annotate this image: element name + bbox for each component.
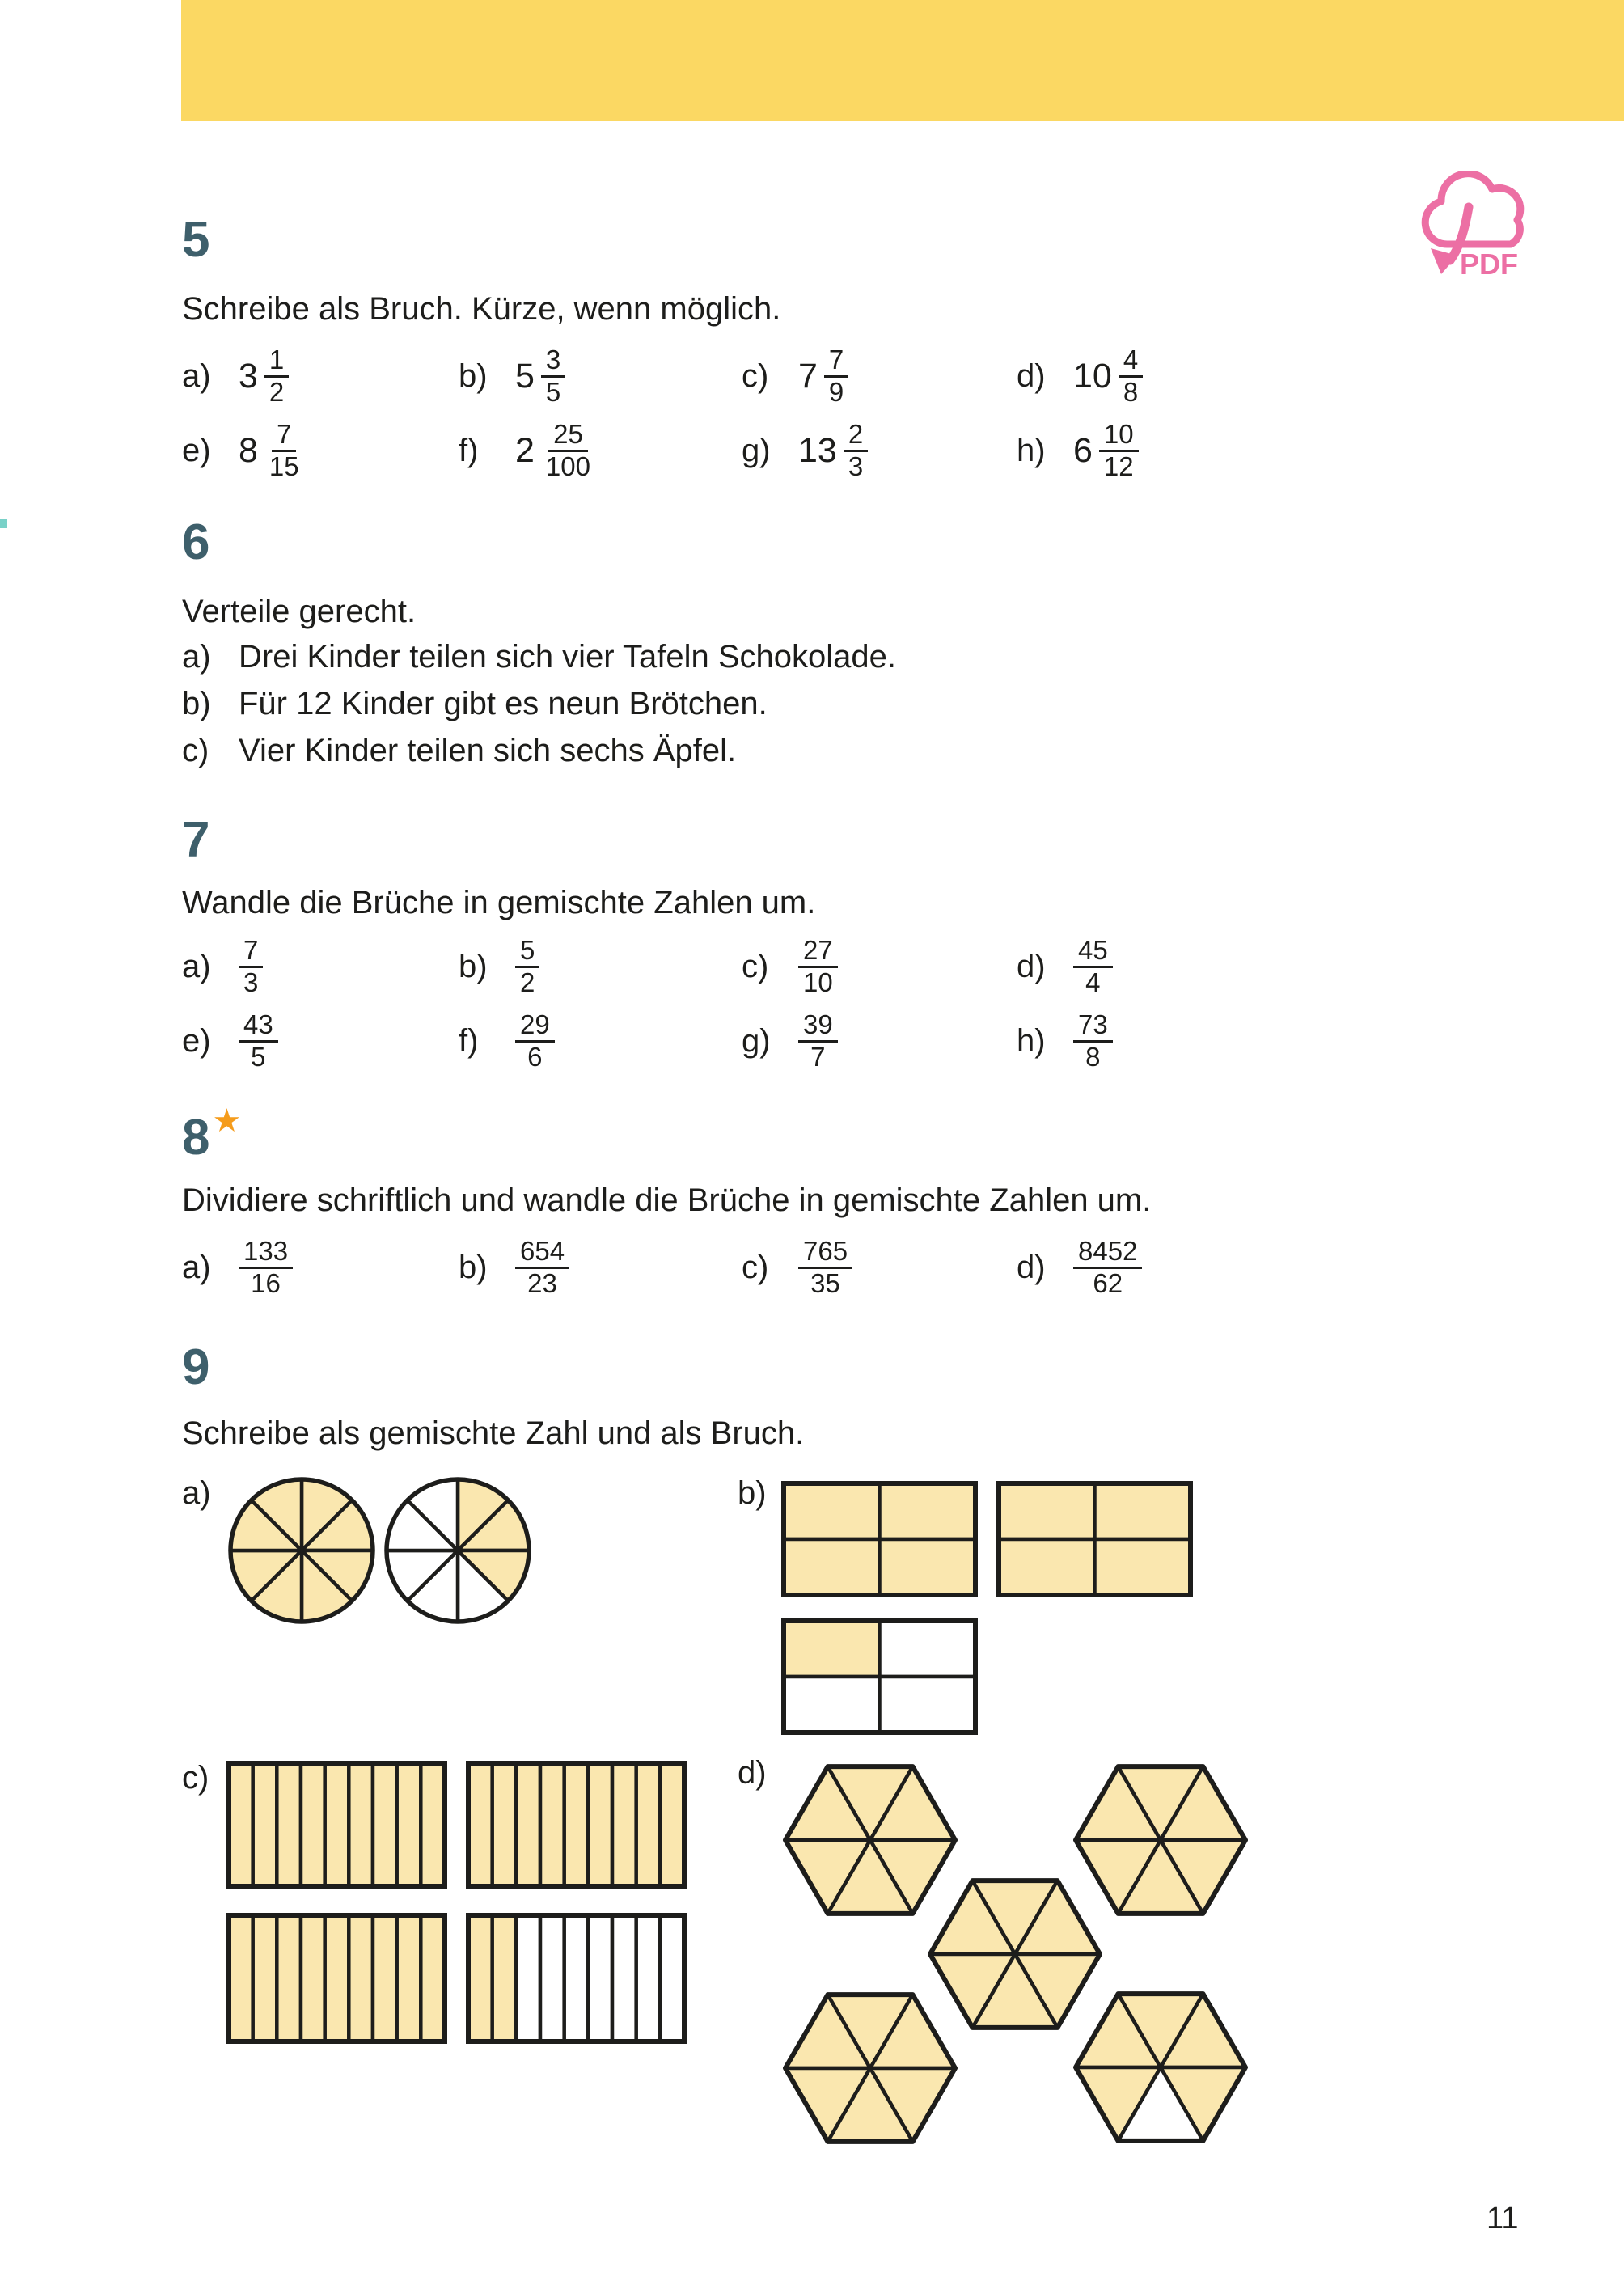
- strip-cell: [660, 1763, 684, 1886]
- fraction-numerator: 43: [239, 1010, 278, 1043]
- mixed-number-whole: 7: [798, 356, 818, 396]
- fraction-denominator: 8: [1085, 1041, 1101, 1072]
- star-icon: ★: [212, 1103, 242, 1139]
- item-label: c): [742, 357, 769, 394]
- exercise-7-instruction: Wandle die Brüche in gemischte Zahlen um.: [182, 885, 816, 920]
- strip-cell: [397, 1763, 421, 1886]
- strip-cell: [493, 1915, 517, 2041]
- fraction-denominator: 35: [810, 1267, 840, 1298]
- fraction-denominator: 8: [1123, 376, 1139, 407]
- strip-cell: [325, 1763, 349, 1886]
- strip-cell: [349, 1763, 373, 1886]
- item-label: a): [182, 1249, 211, 1285]
- fraction-denominator: 9: [828, 376, 844, 407]
- fraction-numerator: 765: [798, 1237, 852, 1269]
- strip-cell: [565, 1763, 589, 1886]
- grid-cell: [999, 1483, 1095, 1539]
- item-text: Drei Kinder teilen sich vier Tafeln Schokolade.: [239, 639, 897, 675]
- strip-cell: [612, 1915, 636, 2041]
- item-label: b): [459, 1249, 488, 1285]
- grid-cell: [1095, 1483, 1191, 1539]
- item-label: c): [182, 733, 209, 768]
- fraction-denominator: 6: [527, 1041, 543, 1072]
- exercise-8-number-text: 8: [182, 1110, 210, 1166]
- strip-cell: [229, 1915, 253, 2041]
- grid-cell: [880, 1539, 976, 1595]
- strip-cell: [660, 1915, 684, 2041]
- item-label: g): [742, 432, 771, 468]
- strip-cell: [301, 1763, 325, 1886]
- fraction-denominator: 5: [545, 376, 561, 407]
- fraction-numerator: 10: [1099, 420, 1139, 452]
- fraction-denominator: 4: [1085, 967, 1101, 997]
- mixed-number-whole: 3: [239, 356, 258, 396]
- strip-cell: [253, 1763, 277, 1886]
- figure-a-label: a): [182, 1475, 211, 1511]
- strip-cell: [468, 1915, 493, 2041]
- fraction-denominator: 100: [545, 451, 590, 481]
- fraction-numerator: 1: [264, 345, 289, 378]
- fraction-denominator: 7: [810, 1041, 826, 1072]
- item-label: c): [742, 1249, 769, 1285]
- strip-cell: [612, 1763, 636, 1886]
- fraction-numerator: 7: [272, 420, 296, 452]
- grid-cell: [784, 1539, 880, 1595]
- grid-cell: [1095, 1539, 1191, 1595]
- strip-cell: [373, 1915, 397, 2041]
- exercise-6-number: 6: [182, 514, 210, 570]
- strip-cell: [565, 1915, 589, 2041]
- exercise-5-number: 5: [182, 212, 210, 268]
- fraction-numerator: 39: [798, 1010, 838, 1043]
- grid-cell: [784, 1677, 880, 1732]
- fraction-denominator: 5: [251, 1041, 266, 1072]
- strip-cell: [540, 1915, 565, 2041]
- strip-cell: [636, 1763, 661, 1886]
- exercise-8-instruction: Dividiere schriftlich und wandle die Brüche in gemischte Zahlen um.: [182, 1182, 1152, 1218]
- exercise-9-instruction: Schreibe als gemischte Zahl und als Bruch.: [182, 1415, 805, 1451]
- strip-cell: [325, 1915, 349, 2041]
- fraction-denominator: 2: [520, 967, 535, 997]
- strip-cell: [540, 1763, 565, 1886]
- fraction-denominator: 23: [527, 1267, 557, 1298]
- item-label: b): [459, 948, 488, 984]
- mixed-number-whole: 2: [515, 430, 535, 470]
- item-label: d): [1017, 948, 1046, 984]
- strip-cell: [397, 1915, 421, 2041]
- item-label: c): [742, 948, 769, 984]
- item-label: d): [1017, 357, 1046, 394]
- fraction-denominator: 10: [803, 967, 833, 997]
- fraction-numerator: 654: [515, 1237, 569, 1269]
- strip-cell: [516, 1763, 540, 1886]
- exercise-6-instruction: Verteile gerecht.: [182, 594, 417, 629]
- item-label: a): [182, 639, 211, 675]
- strip-cell: [421, 1763, 445, 1886]
- strip-cell: [229, 1763, 253, 1886]
- strip-cell: [636, 1915, 661, 2041]
- mixed-number-whole: 5: [515, 356, 535, 396]
- fraction-denominator: 16: [251, 1267, 281, 1298]
- item-label: b): [459, 357, 488, 394]
- grid-cell: [880, 1677, 976, 1732]
- fraction-numerator: 5: [515, 936, 539, 968]
- fraction-numerator: 8452: [1073, 1237, 1142, 1269]
- item-label: f): [459, 1022, 479, 1059]
- fraction-numerator: 73: [1073, 1010, 1113, 1043]
- item-text: Vier Kinder teilen sich sechs Äpfel.: [239, 733, 737, 768]
- item-label: e): [182, 1022, 211, 1059]
- item-label: h): [1017, 1022, 1046, 1059]
- fraction-denominator: 3: [848, 451, 864, 481]
- strip-cell: [301, 1915, 325, 2041]
- fraction-numerator: 133: [239, 1237, 293, 1269]
- fraction-numerator: 27: [798, 936, 838, 968]
- fraction-denominator: 3: [243, 967, 259, 997]
- fraction-numerator: 7: [239, 936, 263, 968]
- strip-cell: [588, 1915, 612, 2041]
- fraction-denominator: 12: [1103, 451, 1134, 481]
- fraction-numerator: 45: [1073, 936, 1113, 968]
- strip-cell: [421, 1915, 445, 2041]
- strip-cell: [253, 1915, 277, 2041]
- item-label: f): [459, 432, 479, 468]
- fraction-denominator: 2: [269, 376, 285, 407]
- item-label: b): [182, 686, 211, 721]
- figure-c-label: c): [182, 1760, 209, 1796]
- mixed-number-whole: 6: [1073, 430, 1093, 470]
- item-text: Für 12 Kinder gibt es neun Brötchen.: [239, 686, 768, 721]
- fraction-numerator: 25: [548, 420, 588, 452]
- item-label: a): [182, 948, 211, 984]
- item-label: h): [1017, 432, 1046, 468]
- item-label: e): [182, 432, 211, 468]
- exercise-9-number: 9: [182, 1339, 210, 1395]
- strip-cell: [277, 1763, 301, 1886]
- figure-b-label: b): [738, 1475, 767, 1511]
- grid-cell: [999, 1539, 1095, 1595]
- page-number: 11: [1487, 2202, 1519, 2236]
- fraction-denominator: 62: [1093, 1267, 1123, 1298]
- mixed-number-whole: 13: [798, 430, 837, 470]
- strip-cell: [516, 1915, 540, 2041]
- grid-cell: [784, 1621, 880, 1677]
- fraction-numerator: 3: [541, 345, 565, 378]
- fraction-numerator: 4: [1119, 345, 1143, 378]
- fraction-denominator: 15: [269, 451, 299, 481]
- item-label: d): [1017, 1249, 1046, 1285]
- strip-cell: [588, 1763, 612, 1886]
- exercise-7-number: 7: [182, 812, 210, 868]
- item-label: g): [742, 1022, 771, 1059]
- pdf-label: PDF: [1460, 247, 1518, 278]
- mixed-number-whole: 10: [1073, 356, 1112, 396]
- grid-cell: [880, 1483, 976, 1539]
- item-label: a): [182, 357, 211, 394]
- figure-d-label: d): [738, 1755, 767, 1791]
- mixed-number-whole: 8: [239, 430, 258, 470]
- exercise-5-instruction: Schreibe als Bruch. Kürze, wenn möglich.: [182, 291, 781, 327]
- fraction-numerator: 2: [844, 420, 868, 452]
- strip-cell: [277, 1915, 301, 2041]
- grid-cell: [880, 1621, 976, 1677]
- strip-cell: [493, 1763, 517, 1886]
- strip-cell: [468, 1763, 493, 1886]
- fraction-numerator: 7: [824, 345, 848, 378]
- strip-cell: [373, 1763, 397, 1886]
- grid-cell: [784, 1483, 880, 1539]
- fraction-numerator: 29: [515, 1010, 555, 1043]
- strip-cell: [349, 1915, 373, 2041]
